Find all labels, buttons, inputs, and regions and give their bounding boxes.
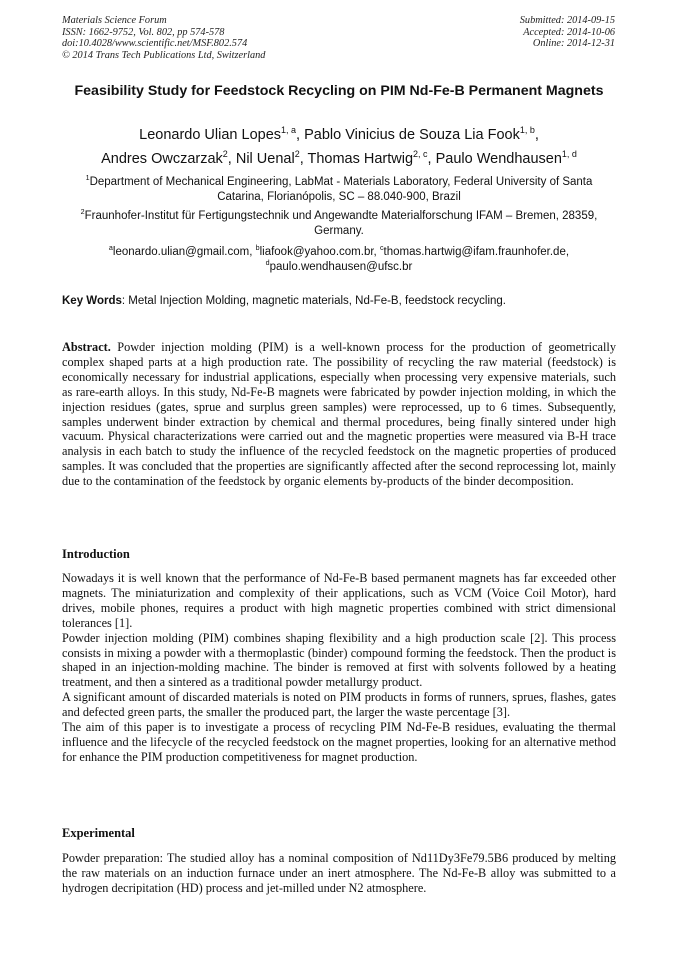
author-separator: ,	[299, 151, 308, 167]
email-link[interactable]: liafook@yahoo.com.br	[259, 246, 374, 258]
email-link[interactable]: paulo.wendhausen@ufsc.br	[269, 261, 413, 273]
journal-name: Materials Science Forum	[62, 15, 167, 26]
online-date: Online: 2014-12-31	[532, 38, 615, 50]
email-mark: b	[255, 244, 260, 253]
affiliation-text: Fraunhofer-Institut für Fertigungstechnik und Angewandte Materialforschung IFAM – Bremen, 28359, Germany.	[84, 210, 598, 237]
author-separator: ,	[296, 127, 305, 143]
paragraph: Nowadays it is well known that the performance of Nd-Fe-B based permanent magnets has far exceeded other magnets. The miniaturization and complexity of their applications, such as VCM (Voice Coil Motor), hard drives, mobile phones, requires a product with high magnetic properties combined with strict dimensional tolerances [1].	[62, 571, 616, 630]
journal-header-left	[62, 15, 265, 61]
author-name: Paulo Wendhausen	[435, 151, 562, 167]
author-affiliation-mark: 2, c	[413, 149, 428, 160]
keywords-text: : Metal Injection Molding, magnetic materials, Nd-Fe-B, feedstock recycling.	[121, 295, 506, 307]
affiliation-mark: 1	[85, 174, 90, 183]
journal-issn: ISSN: 1662-9752, Vol. 802, pp 574-578	[62, 26, 225, 38]
author-name: Andres Owczarzak	[101, 151, 223, 167]
author-separator: ,	[227, 151, 236, 167]
email-separator: ,	[249, 246, 256, 258]
author-name: Leonardo Ulian Lopes	[139, 127, 282, 143]
email-mark: d	[265, 259, 270, 268]
paragraph: A significant amount of discarded materials is noted on PIM products in forms of runners, sprues, flashes, gates and defected green parts, the smaller the produced part, the larger the waste percentage [3].	[62, 690, 616, 720]
journal-header-right	[520, 15, 615, 50]
author	[139, 127, 304, 143]
paragraph: Powder injection molding (PIM) combines shaping flexibility and a high production scale [2]. This process consists in mixing a powder with a thermoplastic (binder) compound forming the feedstock. Then the product is shaped in an injection-molding machine. The binder is removed at first with solvents followed by a heating treatment, and then a sintered as a traditional powder metallurgy product.	[62, 630, 616, 690]
author	[307, 151, 435, 167]
author-affiliation-mark: 1, d	[561, 149, 577, 160]
author-name: Thomas Hartwig	[307, 151, 414, 167]
keywords-label: Key Words	[62, 295, 122, 307]
email-list	[62, 245, 616, 275]
author-name: Pablo Vinicius de Souza Lia Fook	[304, 127, 520, 143]
author-list	[40, 123, 638, 171]
accepted-date: Accepted: 2014-10-06	[523, 26, 615, 38]
journal-doi[interactable]: doi:10.4028/www.scientific.net/MSF.802.574	[62, 38, 248, 50]
author-separator: ,	[427, 151, 436, 167]
journal-copyright: © 2014 Trans Tech Publications Ltd, Switzerland	[62, 49, 266, 61]
experimental-section	[62, 851, 616, 896]
author-affiliation-mark: 2	[222, 149, 228, 160]
email-separator: ,	[373, 246, 380, 258]
author-separator: ,	[534, 127, 539, 143]
section-heading-experimental: Experimental	[62, 826, 135, 840]
introduction-section	[62, 571, 616, 765]
affiliation-text: Department of Mechanical Engineering, LabMat - Materials Laboratory, Federal University of Santa Catarina, Florianópolis, SC – 88.040-900, Brazil	[89, 176, 593, 203]
author	[436, 151, 577, 167]
author-affiliation-mark: 1, b	[519, 125, 535, 136]
affiliation-mark: 2	[80, 208, 85, 217]
abstract-label: Abstract.	[62, 340, 111, 354]
paragraph: Powder preparation: The studied alloy has a nominal composition of Nd11Dy3Fe79.5B6 produced by melting the raw materials on an induction furnace under an inert atmosphere. The Nd-Fe-B alloy was submitted to a hydrogen decripitation (HD) process and jet-milled under N2 atmosphere.	[62, 851, 616, 895]
keywords	[62, 294, 616, 309]
abstract-text: Powder injection molding (PIM) is a well-known process for the production of geometrically complex shaped parts at a high production rate. The possibility of recycling the raw material (feedstock) is economically necessary for industrial applications, especially when processing very expensive materials, such as rare-earth alloys. In this study, Nd-Fe-B magnets were fabricated by powder injection molding, in which the injection residues (gates, sprue and surplus green samples) were reprocessed, up to 6 times. Subsequently, samples underwent binder extraction by chemical and thermal procedures, being finally sintered under high vacuum. Physical characterizations were carried out and the magnetic properties were measured via B-H trace analysis in each batch to study the influence of the recycled feedstock on the magnetic properties of produced samples. It was concluded that the properties are significantly affected after the second reprocessing lot, mainly due to the contamination of the feedstock by organic elements by-products of the binder decomposition.	[62, 340, 616, 489]
email-separator: ,	[565, 246, 570, 258]
email-mark: a	[108, 244, 113, 253]
email-link[interactable]: thomas.hartwig@ifam.fraunhofer.de	[383, 246, 566, 258]
author	[236, 151, 308, 167]
author	[304, 127, 539, 143]
author-name: Nil Uenal	[235, 151, 295, 167]
abstract	[62, 340, 616, 489]
paper-title: Feasibility Study for Feedstock Recycling on PIM Nd-Fe-B Permanent Magnets	[74, 83, 604, 99]
paragraph: The aim of this paper is to investigate a process of recycling PIM Nd-Fe-B residues, evaluating the thermal influence and the lifecycle of the recycled feedstock on the magnet properties, looking for an alternative method for enhance the PIM production competitiveness for magnet production.	[62, 720, 616, 764]
author	[101, 151, 236, 167]
affiliation-1	[62, 175, 616, 205]
section-heading-introduction: Introduction	[62, 547, 130, 561]
email-mark: c	[379, 244, 384, 253]
submitted-date: Submitted: 2014-09-15	[519, 15, 615, 26]
email-link[interactable]: leonardo.ulian@gmail.com	[112, 246, 250, 258]
author-affiliation-mark: 1, a	[281, 125, 297, 136]
author-affiliation-mark: 2	[294, 149, 300, 160]
affiliation-2	[62, 209, 616, 239]
